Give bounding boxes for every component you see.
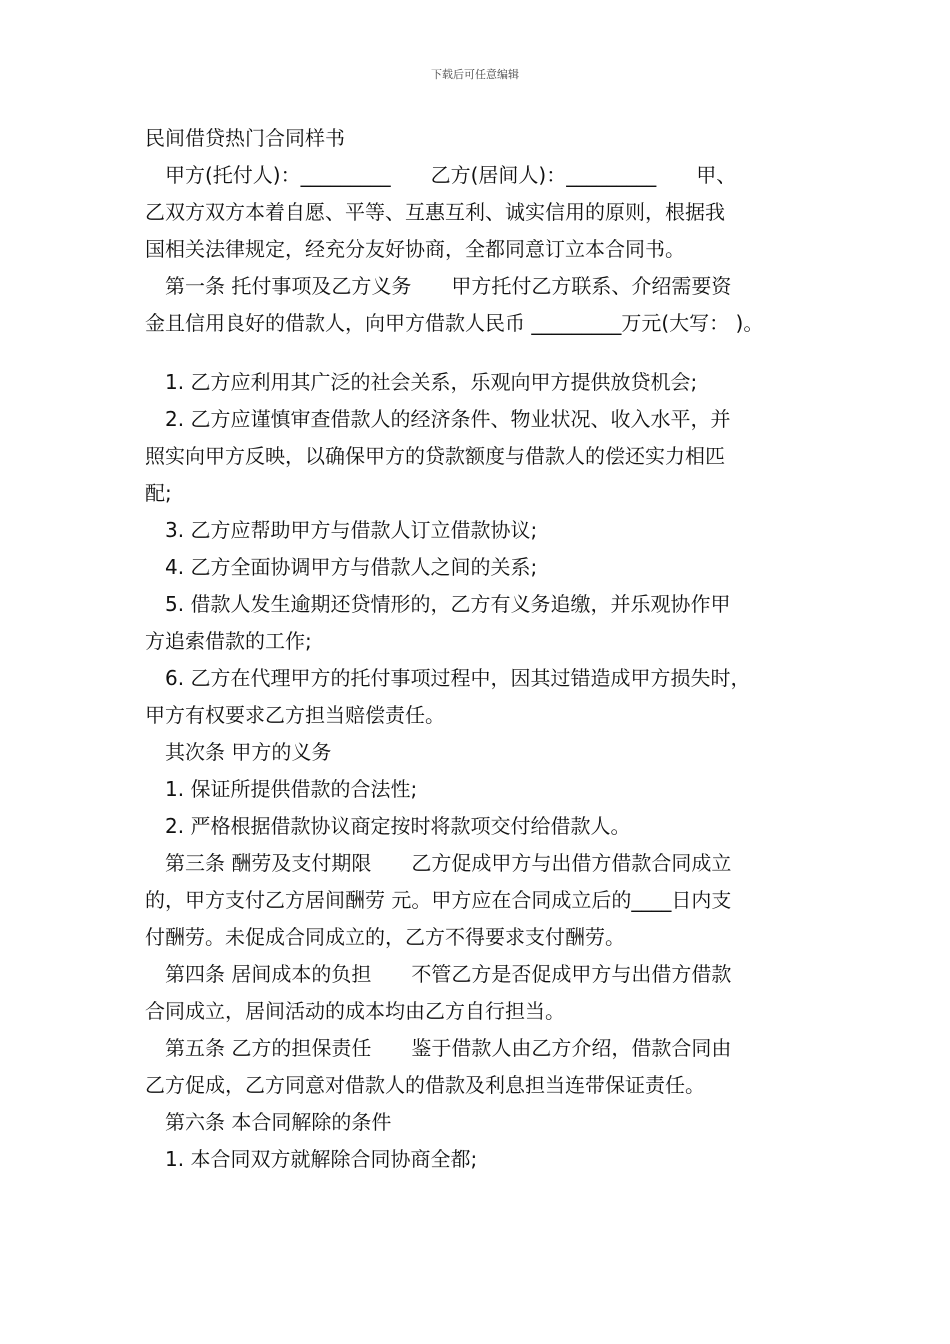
text-line: 甲方(托付人)：_________ 乙方(居间人)：_________ 甲、 bbox=[165, 163, 737, 187]
text-line: 第三条 酬劳及支付期限 乙方促成甲方与出借方借款合同成立 bbox=[165, 851, 732, 875]
page-header: 下载后可任意编辑 bbox=[431, 68, 519, 81]
document-title: 民间借贷热门合同样书 bbox=[145, 126, 345, 150]
text-line: 4. 乙方全面协调甲方与借款人之间的关系; bbox=[165, 555, 538, 579]
text-line: 6. 乙方在代理甲方的托付事项过程中，因其过错造成甲方损失时， bbox=[165, 666, 751, 690]
text-line: 甲方有权要求乙方担当赔偿责任。 bbox=[145, 703, 445, 727]
text-line: 5. 借款人发生逾期还贷情形的，乙方有义务追缴，并乐观协作甲 bbox=[165, 592, 731, 616]
text-line: 1. 保证所提供借款的合法性; bbox=[165, 777, 418, 801]
text-line: 2. 乙方应谨慎审查借款人的经济条件、物业状况、收入水平，并 bbox=[165, 407, 731, 431]
text-line: 照实向甲方反映，以确保甲方的贷款额度与借款人的偿还实力相匹 bbox=[145, 444, 725, 468]
text-line: 金且信用良好的借款人，向甲方借款人民币 _________万元(大写： )。 bbox=[145, 311, 764, 335]
text-line: 其次条 甲方的义务 bbox=[165, 740, 332, 764]
text-line: 1. 本合同双方就解除合同协商全都; bbox=[165, 1147, 478, 1171]
text-line: 配; bbox=[145, 481, 172, 505]
text-line: 第一条 托付事项及乙方义务 甲方托付乙方联系、介绍需要资 bbox=[165, 274, 732, 298]
text-line: 2. 严格根据借款协议商定按时将款项交付给借款人。 bbox=[165, 814, 631, 838]
text-line: 合同成立，居间活动的成本均由乙方自行担当。 bbox=[145, 999, 565, 1023]
document-body bbox=[145, 120, 813, 1178]
text-line: 的，甲方支付乙方居间酬劳 元。甲方应在合同成立后的____日内支 bbox=[145, 888, 732, 912]
text-line: 第六条 本合同解除的条件 bbox=[165, 1110, 392, 1134]
text-line: 乙方促成，乙方同意对借款人的借款及利息担当连带保证责任。 bbox=[145, 1073, 705, 1097]
text-line: 3. 乙方应帮助甲方与借款人订立借款协议; bbox=[165, 518, 538, 542]
text-line: 付酬劳。未促成合同成立的，乙方不得要求支付酬劳。 bbox=[145, 925, 625, 949]
text-line: 国相关法律规定，经充分友好协商，全都同意订立本合同书。 bbox=[145, 237, 685, 261]
text-line: 第五条 乙方的担保责任 鉴于借款人由乙方介绍，借款合同由 bbox=[165, 1036, 732, 1060]
text-line: 1. 乙方应利用其广泛的社会关系，乐观向甲方提供放贷机会; bbox=[165, 370, 698, 394]
text-line: 第四条 居间成本的负担 不管乙方是否促成甲方与出借方借款 bbox=[165, 962, 732, 986]
text-line: 方追索借款的工作; bbox=[145, 629, 312, 653]
text-line: 乙双方双方本着自愿、平等、互惠互利、诚实信用的原则，根据我 bbox=[145, 200, 725, 224]
paragraph-gap bbox=[145, 342, 813, 364]
